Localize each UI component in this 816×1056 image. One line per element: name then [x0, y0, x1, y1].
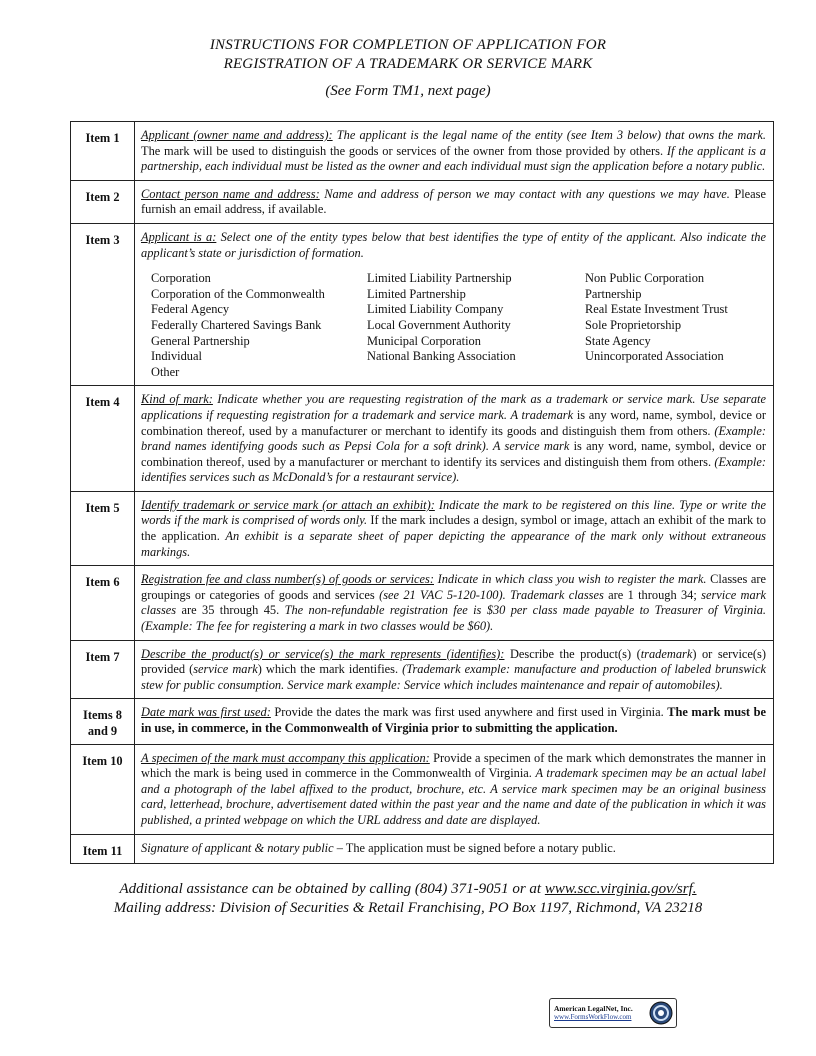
item-heading: A specimen of the mark must accompany this application: [141, 750, 430, 765]
item-heading: Contact person name and address: [141, 186, 320, 201]
item-text: Provide the dates the mark was first used anywhere and first used in Virginia. [270, 705, 668, 720]
entity-type: Sole Proprietorship [585, 317, 682, 332]
entity-type: Federal Agency [151, 302, 230, 317]
entity-type: Other [151, 364, 180, 379]
item-text: Indicate in which class you wish to register the mark. [434, 572, 707, 587]
item-body [135, 180, 774, 223]
entity-type: Federally Chartered Savings Bank [151, 317, 322, 332]
table-row [71, 744, 774, 834]
item-text: The mark must be in use, in commerce, in the Commonwealth of Virginia prior to submitting the application. [141, 705, 766, 735]
table-row [71, 699, 774, 744]
item-text: is any word, name, symbol, device or combination thereof, used by a manufacturer or merchant to identify its goods and distinguish them from others. [141, 407, 766, 438]
item-label: Item 5 [71, 491, 135, 565]
entity-type: National Banking Association [367, 349, 516, 364]
item-text: Describe the product(s) ( [504, 646, 641, 661]
item-body [135, 566, 774, 640]
table-row [71, 386, 774, 492]
item-label [71, 699, 135, 744]
item-text: ) which the mark identifies. [257, 662, 403, 677]
item-text: are 1 through 34; [603, 587, 702, 602]
table-row [71, 122, 774, 181]
entity-type: Municipal Corporation [367, 333, 481, 348]
entity-column-3 [585, 271, 728, 380]
subtitle: (See Form TM1, next page) [325, 83, 491, 99]
item-label: Item 10 [71, 744, 135, 834]
table-row [71, 640, 774, 699]
assistance-text: Additional assistance can be obtained by calling (804) 371-9051 or at [119, 881, 545, 897]
item-text: (see 21 VAC 5-120-100). Trademark classes [379, 587, 604, 602]
item-body [135, 699, 774, 744]
entity-type: General Partnership [151, 333, 250, 348]
entity-type: State Agency [585, 333, 651, 348]
item-text: Classes are groupings or categories of goods and services [141, 572, 767, 602]
item-text: A trademark specimen may be an actual label and a photograph of the label affixed to the product, brochure, etc. A service mark specimen may be an original business card, letterhead, brochure, advertisement dated within the past year and the name and date of the publication in which it was published, a printed webpage on which the URL address and date are displayed. [141, 766, 766, 827]
entity-type: Individual [151, 349, 202, 364]
item-label: Item 1 [71, 122, 135, 181]
entity-type: Real Estate Investment Trust [585, 302, 728, 317]
item-text: Name and address of person we may contact with any questions we may have. [319, 186, 730, 201]
item-body [135, 122, 774, 181]
table-row [71, 180, 774, 223]
item-text: If the applicant is a partnership, each individual must be listed as the owner and each individual must sign the application before a notary public. [141, 143, 766, 174]
assistance-line [0, 880, 816, 899]
title-line-1: INSTRUCTIONS FOR COMPLETION OF APPLICATION FOR [209, 37, 607, 53]
entity-column-2 [367, 271, 585, 380]
item-text: Indicate the mark to be registered on this line. Type or write the words if the mark is comprised of words only. [141, 497, 766, 528]
item-text: Please furnish an email address, if available. [141, 186, 766, 217]
item-heading: Applicant (owner name and address): [141, 128, 333, 142]
website-link[interactable]: www.scc.virginia.gov/srf. [544, 881, 697, 897]
item-label-line: and 9 [87, 724, 118, 738]
item-body [135, 640, 774, 699]
mailing-address: Mailing address: Division of Securities & Retail Franchising, PO Box 1197, Richmond, VA 23218 [113, 900, 703, 916]
item-label: Item 11 [71, 834, 135, 864]
item-text: are 35 through 45. [176, 603, 285, 618]
entity-type: Non Public Corporation [585, 271, 705, 286]
document-header [0, 36, 816, 100]
item-text: trademark [640, 646, 693, 661]
item-text: The non-refundable registration fee is $30 per class made payable to Treasurer of Virginia. (Example: The fee for registering a mark in two classes would be $60). [141, 603, 766, 634]
item-heading: Signature of applicant & notary public [141, 840, 334, 855]
item-label: Item 3 [71, 223, 135, 385]
item-body [135, 223, 774, 385]
table-row [71, 491, 774, 565]
table-row [71, 566, 774, 640]
item-body [135, 834, 774, 864]
entity-type: Limited Partnership [367, 286, 466, 301]
logo-website[interactable]: www.FormsWorkFlow.com [554, 1013, 632, 1021]
item-body [135, 744, 774, 834]
item-label: Item 7 [71, 640, 135, 699]
item-heading: Applicant is a: [141, 229, 217, 244]
item-heading: Date mark was first used: [141, 705, 271, 720]
item-label: Item 4 [71, 386, 135, 492]
item-body [135, 491, 774, 565]
table-row [71, 223, 774, 385]
item-text: An exhibit is a separate sheet of paper depicting the appearance of the mark only without extraneous markings. [141, 529, 766, 559]
item-label: Item 2 [71, 180, 135, 223]
item-body [135, 386, 774, 492]
item-text: ) or service(s) provided ( [141, 646, 766, 677]
table-row [71, 834, 774, 864]
american-legalnet-logo [549, 998, 677, 1028]
item-text: (Example: identifies services such as McDonald’s for a restaurant service). [141, 454, 766, 485]
logo-text [550, 1004, 633, 1022]
item-heading: Registration fee and class number(s) of goods or services: [141, 572, 434, 587]
item-text: (Example: brand names identifying goods such as Pepsi Cola for a soft drink). A service mark [141, 423, 766, 454]
globe-icon [649, 1001, 673, 1025]
title-line-2: REGISTRATION OF A TRADEMARK OR SERVICE MARK [223, 56, 593, 72]
footer [0, 880, 816, 918]
item-text: Provide a specimen of the mark which demonstrates the manner in which the mark is being used in commerce in the Commonwealth of Virginia. [141, 750, 766, 781]
item-text: Select one of the entity types below that best identifies the type of entity of the applicant. Also indicate the applicant’s state or jurisdiction of formation. [141, 229, 766, 260]
item-heading: Describe the product(s) or service(s) the mark represents (identifies): [141, 646, 505, 661]
item-text: is any word, name, symbol, device or combination thereof, used by a manufacturer or merchant to identify its services and distinguish them from others. [141, 439, 766, 469]
entity-type: Limited Liability Partnership [367, 271, 512, 286]
item-text: service mark [193, 662, 258, 677]
instructions-table [70, 121, 774, 864]
logo-company-name: American LegalNet, Inc. [554, 1004, 633, 1013]
item-text: Indicate whether you are requesting registration of the mark as a trademark or service mark. Use separate applications if requesting registration for a trademark and service mark. A trademark [141, 392, 766, 422]
item-text: (Trademark example: manufacture and production of labeled brunswick stew for public consumption. Service mark example: Service which includes maintenance and repair of automobiles). [141, 662, 766, 692]
entity-type: Corporation [151, 271, 211, 286]
entity-type: Limited Liability Company [367, 302, 504, 317]
entity-column-1 [151, 271, 367, 380]
item-label: Item 6 [71, 566, 135, 640]
item-text: – The application must be signed before a notary public. [333, 840, 616, 855]
item-heading: Identify trademark or service mark (or attach an exhibit): [141, 497, 435, 512]
entity-type: Corporation of the Commonwealth [151, 286, 325, 301]
item-text: The applicant is the legal name of the entity (see Item 3 below) that owns the mark. [332, 128, 766, 142]
item-label-line: Items 8 [83, 708, 122, 723]
entity-type: Partnership [585, 286, 642, 301]
entity-type: Local Government Authority [367, 317, 511, 332]
item-text: If the mark includes a design, symbol or image, attach an exhibit of the mark to the application. [141, 513, 767, 544]
entity-type-list [141, 271, 766, 380]
item-heading: Kind of mark: [141, 392, 213, 407]
item-text: service mark classes [141, 587, 767, 618]
entity-type: Unincorporated Association [585, 349, 724, 364]
item-text: The mark will be used to distinguish the goods or services of the owner from those provided by others. [141, 143, 664, 158]
